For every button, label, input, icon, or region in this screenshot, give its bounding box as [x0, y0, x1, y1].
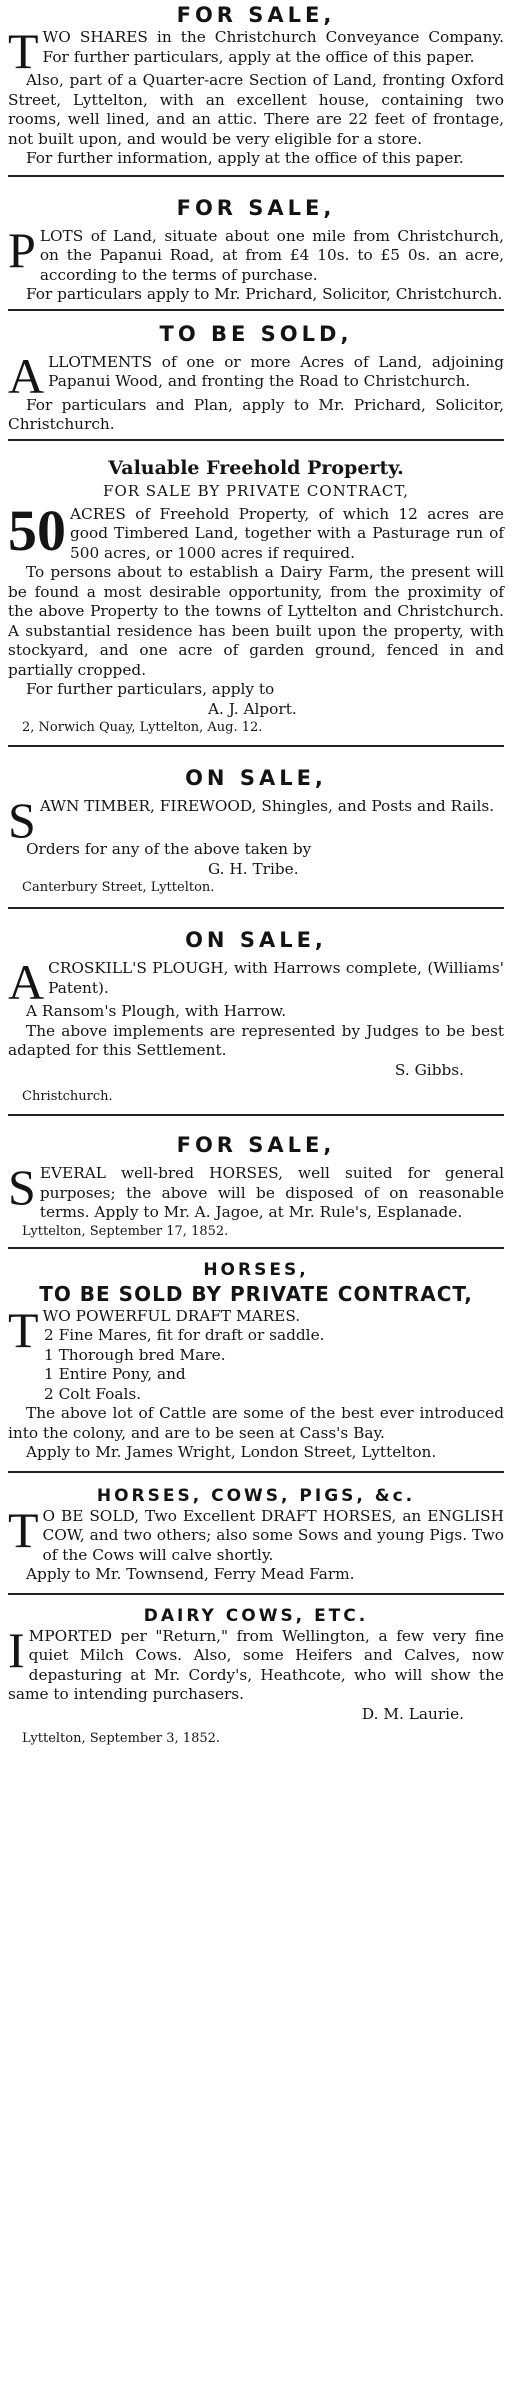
divider	[8, 439, 504, 441]
ad-signature: G. H. Tribe.	[208, 859, 299, 878]
ad-address: Canterbury Street, Lyttelton.	[22, 880, 215, 895]
divider	[8, 745, 504, 747]
drop-cap: A	[8, 954, 45, 1010]
ad-body: LOTS of Land, situate about one mile from Christchurch, on the Papanui Road, at from £4 10s. to £5 0s. an acre, according to the terms of purchase.	[39, 226, 504, 284]
divider	[8, 1114, 504, 1116]
ad-body: CROSKILL'S PLOUGH, with Harrows complete, (Williams' Patent).	[48, 959, 504, 997]
drop-cap: A	[8, 347, 45, 404]
ad-heading: FOR SALE,	[176, 195, 336, 220]
ad-heading: Valuable Freehold Property.	[108, 456, 404, 479]
ad-body: LLOTMENTS of one or more Acres of Land, adjoining Papanui Wood, and fronting the Road to Christchurch.	[48, 352, 504, 390]
ad-body: WO SHARES in the Christchurch Conveyance Company. For further particulars, apply at the office of this paper.	[42, 28, 504, 66]
ad-plough	[8, 913, 504, 1106]
drop-cap: I	[8, 1621, 25, 1678]
drop-cap: P	[8, 221, 36, 278]
ad-body: AWN TIMBER, FIREWOOD, Shingles, and Posts and Rails.	[39, 797, 495, 815]
horse-list-item: 2 Fine Mares, fit for draft or saddle.	[44, 1326, 325, 1344]
ad-paragraph: For further particulars, apply to	[26, 680, 275, 698]
ad-subheading: TO BE SOLD BY PRIVATE CONTRACT,	[39, 1281, 473, 1306]
ad-paragraph: The above lot of Cattle are some of the best ever introduced into the colony, and are to be seen at Cass's Bay.	[8, 1404, 504, 1442]
ad-heading: ON SALE,	[185, 928, 327, 952]
ad-address: 2, Norwich Quay, Lyttelton, Aug. 12.	[22, 720, 263, 735]
ad-heading: FOR SALE,	[176, 3, 336, 27]
ad-sawn-timber	[8, 751, 504, 897]
ad-paragraph: To persons about to establish a Dairy Farm, the present will be found a most desirable opportunity, from the proximity of the above Property to the towns of Lyttelton and Christchurch. A substantial residence has been built upon the property, with stockyard, and one acre of garden ground, fenced in and partially cropped.	[8, 563, 504, 679]
ad-heading: FOR SALE,	[176, 1133, 336, 1157]
ad-horses-for-sale	[8, 1120, 504, 1241]
ad-paragraph: For further information, apply at the office of this paper.	[26, 149, 464, 167]
ad-address: Lyttelton, September 17, 1852.	[22, 1223, 229, 1239]
ad-signature: S. Gibbs.	[394, 1060, 464, 1079]
ad-body: WO POWERFUL DRAFT MARES.	[42, 1306, 301, 1325]
ad-dairy-cows	[8, 1599, 504, 1749]
ad-paragraph: Apply to Mr. Townsend, Ferry Mead Farm.	[26, 1565, 355, 1583]
ad-horses-cows-pigs	[8, 1477, 504, 1585]
divider	[8, 309, 504, 311]
ad-plots-for-sale	[8, 181, 504, 305]
ad-allotments	[8, 315, 504, 435]
horse-list-item: 1 Thorough bred Mare.	[44, 1345, 226, 1364]
ad-draft-mares	[8, 1253, 504, 1463]
ad-address: Christchurch.	[22, 1089, 113, 1104]
drop-cap: S	[8, 792, 36, 848]
horse-list-item: 1 Entire Pony, and	[44, 1365, 186, 1383]
divider	[8, 1593, 504, 1595]
ad-paragraph: Also, part of a Quarter-acre Section of Land, fronting Oxford Street, Lyttelton, with an excellent house, containing two rooms, well lined, and an attic. There are 22 feet of frontage, not built upon, and would be very eligible for a store.	[8, 71, 504, 148]
divider	[8, 1247, 504, 1249]
ad-paragraph: For particulars and Plan, apply to Mr. Prichard, Solicitor, Christchurch.	[8, 395, 504, 433]
ad-paragraph: Orders for any of the above taken by	[26, 840, 312, 858]
drop-cap: 50	[8, 497, 66, 563]
ad-body: ACRES of Freehold Property, of which 12 acres are good Timbered Land, together with a Pasturage run of 500 acres, or 1000 acres if required.	[70, 504, 504, 562]
ad-shares-for-sale	[8, 0, 504, 169]
horse-list-item: 2 Colt Foals.	[44, 1384, 142, 1403]
drop-cap: T	[8, 23, 39, 79]
ad-paragraph: For particulars apply to Mr. Prichard, Solicitor, Christchurch.	[26, 285, 503, 303]
ad-paragraph: A Ransom's Plough, with Harrow.	[26, 1002, 287, 1020]
drop-cap: T	[8, 1301, 39, 1358]
ad-heading: TO BE SOLD,	[159, 321, 353, 346]
ad-heading: DAIRY COWS, ETC.	[143, 1605, 369, 1626]
ad-subheading: FOR SALE BY PRIVATE CONTRACT,	[103, 481, 409, 500]
ad-paragraph: The above implements are represented by Judges to be best adapted for this Settlement.	[8, 1021, 504, 1059]
divider	[8, 907, 504, 909]
ad-heading: ON SALE,	[185, 766, 327, 790]
ad-paragraph: Apply to Mr. James Wright, London Street, Lyttelton.	[26, 1443, 437, 1461]
ad-heading: HORSES, COWS, PIGS, &c.	[96, 1485, 416, 1506]
ad-body: O BE SOLD, Two Excellent DRAFT HORSES, an ENGLISH COW, and two others; also some Sows and young Pigs. Two of the Cows will calve shortly.	[42, 1506, 504, 1564]
ad-body: MPORTED per "Return," from Wellington, a few very fine quiet Milch Cows. Also, some Heifers and Calves, now depasturing at Mr. Cordy's, Heathcote, who will show the same to intending purchasers.	[8, 1626, 504, 1703]
ad-freehold-property	[8, 445, 504, 738]
drop-cap: T	[8, 1501, 39, 1558]
ad-heading: HORSES,	[203, 1259, 309, 1280]
divider	[8, 1471, 504, 1473]
ad-signature: D. M. Laurie.	[361, 1704, 464, 1723]
divider	[8, 175, 504, 177]
ad-address: Lyttelton, September 3, 1852.	[22, 1731, 221, 1746]
drop-cap: S	[8, 1159, 36, 1215]
ad-body: EVERAL well-bred HORSES, well suited for general purposes; the above will be disposed of on reasonable terms. Apply to Mr. A. Jagoe, at Mr. Rule's, Esplanade.	[39, 1164, 504, 1221]
ad-signature: A. J. Alport.	[208, 699, 297, 718]
